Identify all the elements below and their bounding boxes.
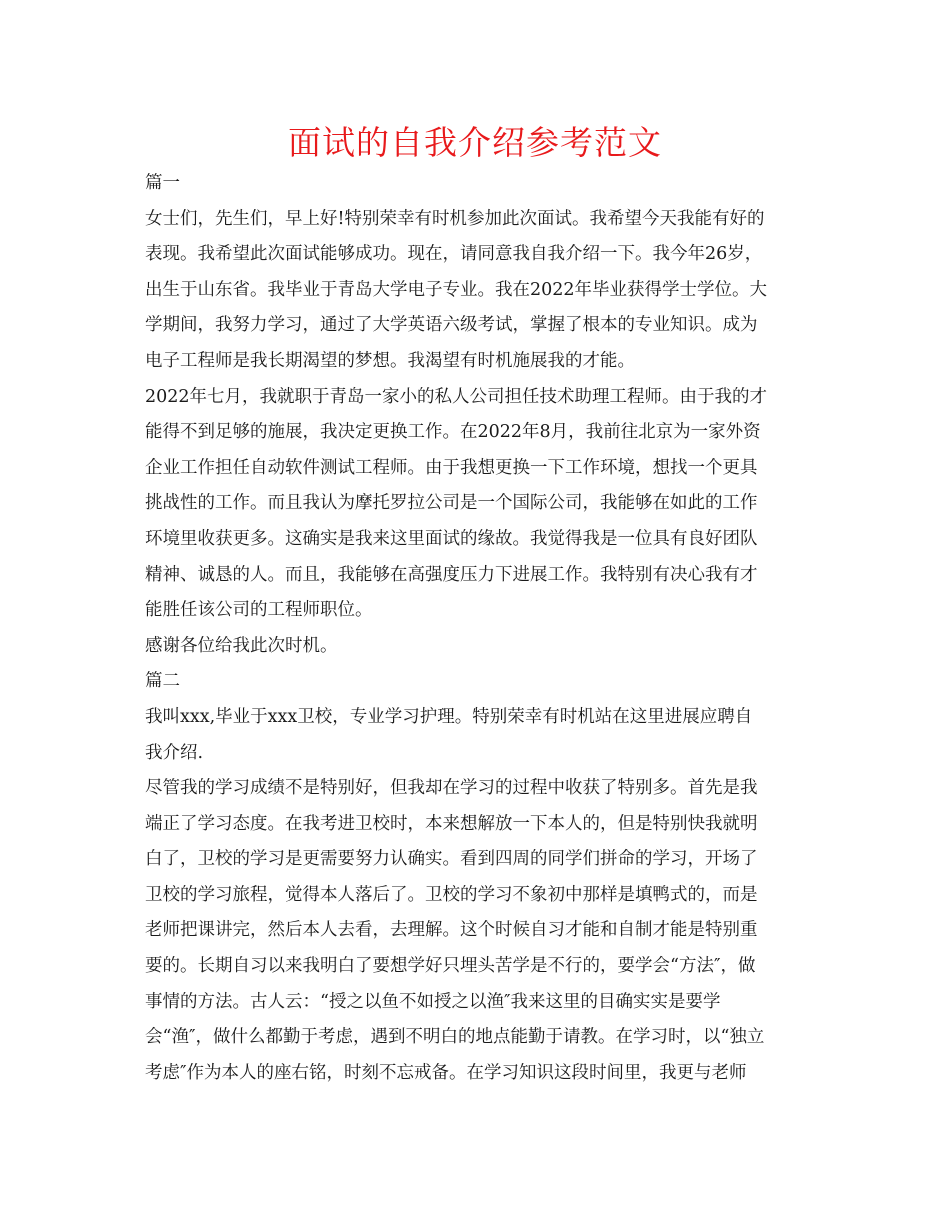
paragraph-line: 端正了学习态度。在我考进卫校时，本来想解放一下本人的，但是特别快我就明 bbox=[145, 813, 758, 834]
paragraph-line: 环境里收获更多。这确实是我来这里面试的缘故。我觉得我是一位具有良好团队 bbox=[145, 528, 758, 549]
paragraph-line: 我介绍. bbox=[145, 742, 204, 763]
paragraph-line: 电子工程师是我长期渴望的梦想。我渴望有时机施展我的才能。 bbox=[145, 350, 635, 371]
paragraph-line: 感谢各位给我此次时机。 bbox=[145, 635, 338, 656]
paragraph-line: 要的。长期自习以来我明白了要想学好只埋头苦学是不行的，要学会“方法″，做 bbox=[145, 956, 756, 977]
paragraph-line: 女士们，先生们，早上好!特别荣幸有时机参加此次面试。我希望今天我能有好的 bbox=[145, 208, 765, 229]
paragraph-line: 企业工作担任自动软件测试工程师。由于我想更换一下工作环境，想找一个更具 bbox=[145, 457, 758, 478]
paragraph-line: 老师把课讲完，然后本人去看，去理解。这个时候自习才能和自制才能是特别重 bbox=[145, 920, 758, 941]
paragraph-line: 精神、诚恳的人。而且，我能够在高强度压力下进展工作。我特别有决心我有才 bbox=[145, 564, 758, 585]
paragraph-line: 能胜任该公司的工程师职位。 bbox=[145, 600, 373, 621]
paragraph-line: 尽管我的学习成绩不是特别好，但我却在学习的过程中收获了特别多。首先是我 bbox=[145, 778, 758, 799]
paragraph-line: 白了，卫校的学习是更需要努力认确实。看到四周的同学们拼命的学习，开场了 bbox=[145, 849, 758, 870]
paragraph-line: 出生于山东省。我毕业于青岛大学电子专业。我在2022年毕业获得学士学位。大 bbox=[145, 279, 768, 300]
paragraph-line: 会“渔″，做什么都勤于考虑，遇到不明白的地点能勤于请教。在学习时，以“独立 bbox=[145, 1027, 765, 1048]
section-heading: 篇二 bbox=[145, 671, 180, 692]
paragraph-line: 表现。我希望此次面试能够成功。现在，请同意我自我介绍一下。我今年26岁， bbox=[145, 244, 763, 265]
paragraph-line: 挑战性的工作。而且我认为摩托罗拉公司是一个国际公司，我能够在如此的工作 bbox=[145, 493, 758, 514]
section-heading: 篇一 bbox=[145, 173, 180, 193]
document-body bbox=[145, 166, 825, 1091]
document-title: 面试的自我介绍参考范文 bbox=[288, 123, 662, 162]
paragraph-line: 2022年七月，我就职于青岛一家小的私人公司担任技术助理工程师。由于我的才 bbox=[145, 386, 768, 407]
paragraph-line: 卫校的学习旅程，觉得本人落后了。卫校的学习不象初中那样是填鸭式的，而是 bbox=[145, 884, 758, 905]
paragraph-line: 学期间，我努力学习，通过了大学英语六级考试，掌握了根本的专业知识。成为 bbox=[145, 315, 758, 336]
paragraph-line: 考虑″作为本人的座右铭，时刻不忘戒备。在学习知识这段时间里，我更与老师 bbox=[145, 1062, 747, 1083]
paragraph-line: 事情的方法。古人云：“授之以鱼不如授之以渔″我来这里的目确实实是要学 bbox=[145, 991, 721, 1012]
paragraph-line: 能得不到足够的施展，我决定更换工作。在2022年8月，我前往北京为一家外资 bbox=[145, 422, 761, 443]
paragraph-line: 我叫xxx,毕业于xxx卫校，专业学习护理。特别荣幸有时机站在这里进展应聘自 bbox=[145, 706, 753, 727]
